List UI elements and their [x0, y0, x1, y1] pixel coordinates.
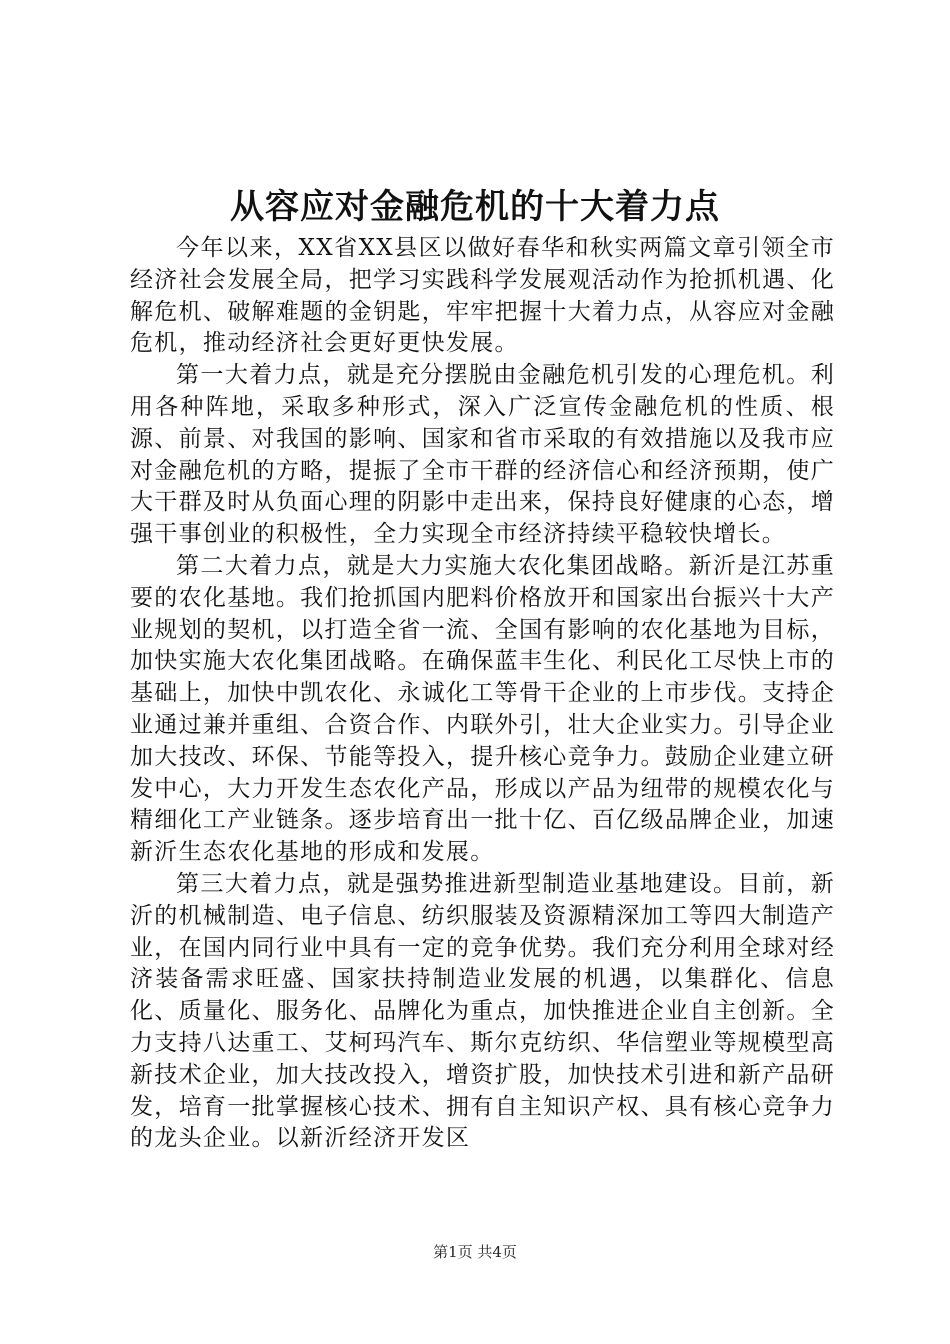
paragraph-point-1: 第一大着力点，就是充分摆脱由金融危机引发的心理危机。利用各种阵地，采取多种形式，深入广泛宣传金融危机的性质、根源、前景、对我国的影响、国家和省市采取的有效措施以及我市应对金融危机的方略，提振了全市干群的经济信心和经济预期，使广大干群及时从负面心理的阴影中走出来，保持良好健康的心态，增强干事创业的积极性，全力实现全市经济持续平稳较快增长。 — [130, 362, 835, 548]
document-body — [130, 233, 835, 1155]
page-number-footer: 第1页 共4页 — [433, 1243, 517, 1261]
paragraph-point-2: 第二大着力点，就是大力实施大农化集团战略。新沂是江苏重要的农化基地。我们抢抓国内肥料价格放开和国家出台振兴十大产业规划的契机，以打造全省一流、全国有影响的农化基地为目标，加快实施大农化集团战略。在确保蓝丰生化、利民化工尽快上市的基础上，加快中凯农化、永诚化工等骨干企业的上市步伐。支持企业通过兼并重组、合资合作、内联外引，壮大企业实力。引导企业加大技改、环保、节能等投入，提升核心竞争力。鼓励企业建立研发中心，大力开发生态农化产品，形成以产品为纽带的规模农化与精细化工产业链条。逐步培育出一批十亿、百亿级品牌企业，加速新沂生态农化基地的形成和发展。 — [130, 552, 835, 866]
paragraph-point-3: 第三大着力点，就是强势推进新型制造业基地建设。目前，新沂的机械制造、电子信息、纺织服装及资源精深加工等四大制造产业，在国内同行业中具有一定的竞争优势。我们充分利用全球对经济装备需求旺盛、国家扶持制造业发展的机遇，以集群化、信息化、质量化、服务化、品牌化为重点，加快推进企业自主创新。全力支持八达重工、艾柯玛汽车、斯尔克纺织、华信塑业等规模型高新技术企业，加大技改投入，增资扩股，加快技术引进和新产品研发，培育一批掌握核心技术、拥有自主知识产权、具有核心竞争力的龙头企业。以新沂经济开发区 — [130, 870, 835, 1152]
document-title: 从容应对金融危机的十大着力点 — [230, 187, 720, 227]
paragraph-intro: 今年以来，XX省XX县区以做好春华和秋实两篇文章引领全市经济社会发展全局，把学习实践科学发展观活动作为抢抓机遇、化解危机、破解难题的金钥匙，牢牢把握十大着力点，从容应对金融危机，推动经济社会更好更快发展。 — [130, 235, 835, 357]
